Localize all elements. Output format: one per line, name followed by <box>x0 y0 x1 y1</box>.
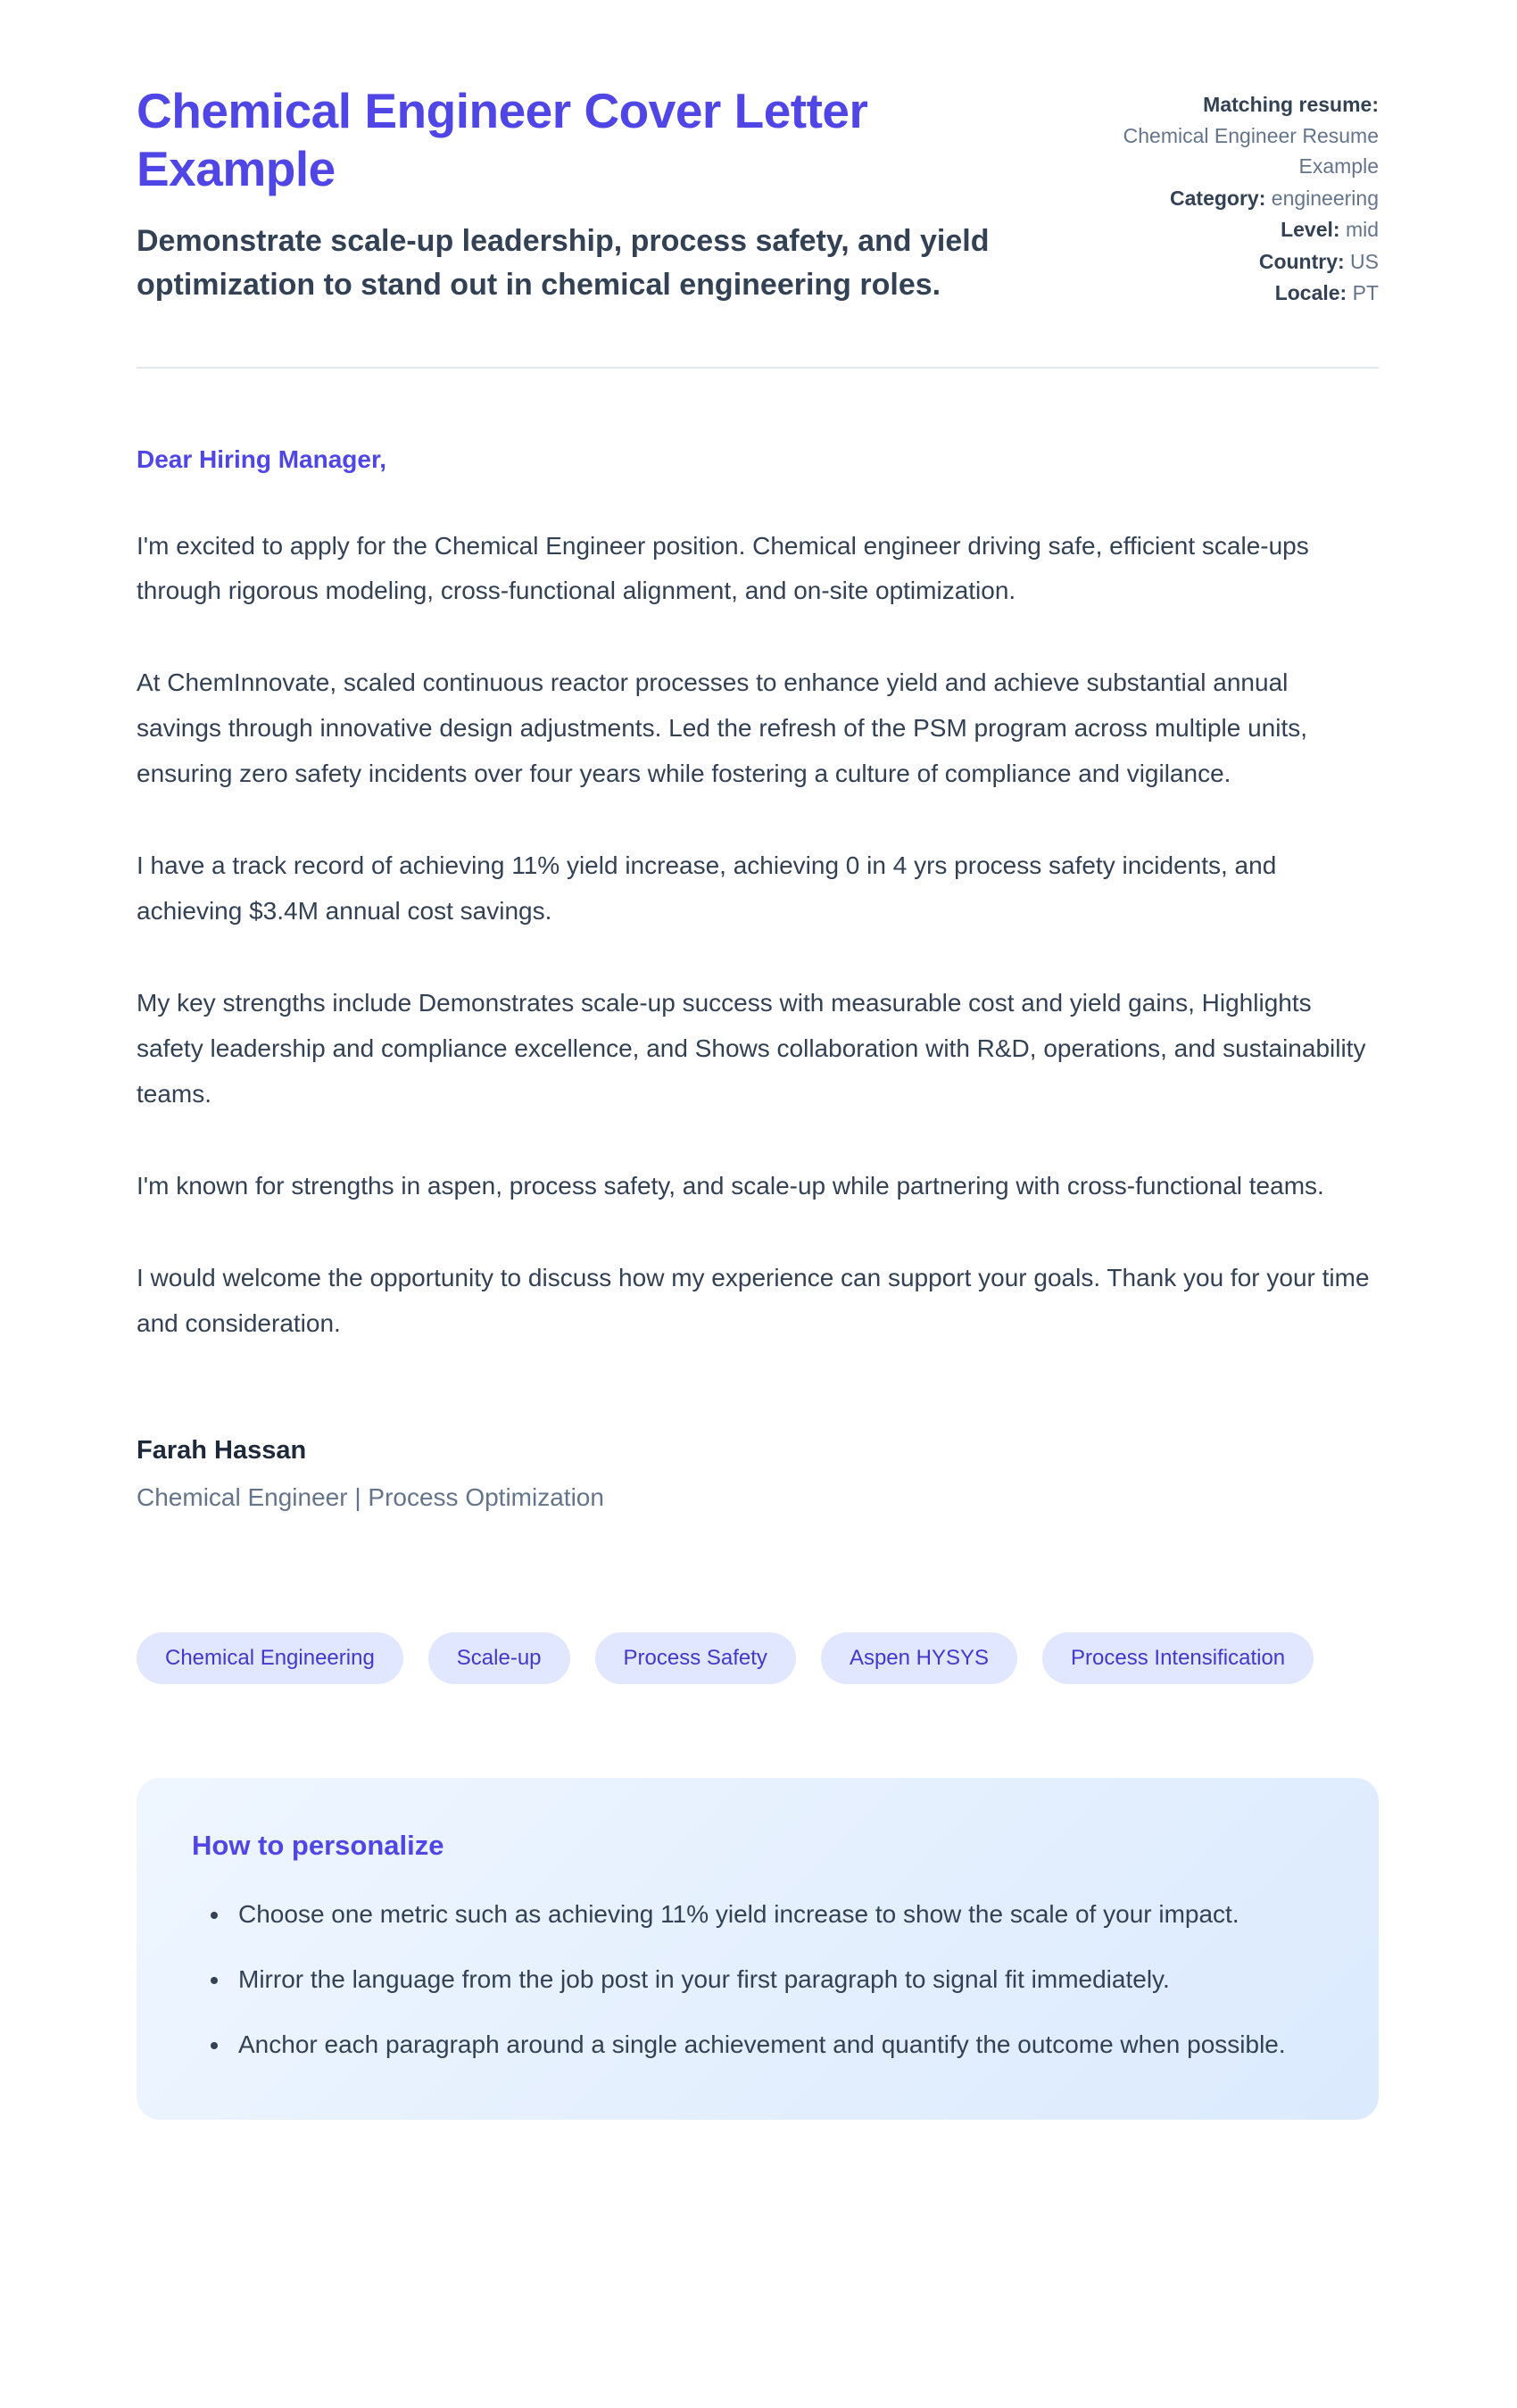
personalize-tip-list <box>192 1892 1323 2066</box>
tag-list <box>137 1632 1379 1684</box>
salutation: Dear Hiring Manager, <box>137 444 387 473</box>
matching-resume-label: Matching resume: <box>1203 93 1379 116</box>
letter-paragraph-6: I would welcome the opportunity to discuss how my experience can support your goals. Thank you for your time and consideration. <box>137 1263 1370 1337</box>
meta-row-locale <box>1084 278 1379 309</box>
tip-item-3: • Anchor each paragraph around a single achievement and quantify the outcome when possible. <box>231 2022 1323 2066</box>
letter-paragraph-5: I'm known for strengths in aspen, process safety, and scale-up while partnering with cross-functional teams. <box>137 1172 1324 1200</box>
level-label: Level: <box>1281 218 1340 241</box>
tip-item-1: • Choose one metric such as achieving 11% yield increase to show the scale of your impact. <box>231 1892 1323 1936</box>
category-label: Category: <box>1170 186 1266 210</box>
country-value: US <box>1350 249 1379 273</box>
letter-body <box>137 445 1379 1512</box>
country-label: Country: <box>1258 249 1345 273</box>
header-divider <box>137 367 1379 369</box>
level-value: mid <box>1345 218 1379 241</box>
resume-meta-panel <box>1084 82 1379 310</box>
tag-process-intensification[interactable]: Process Intensification <box>1042 1632 1314 1684</box>
tag-process-safety[interactable]: Process Safety <box>595 1632 796 1684</box>
page-subtitle: Demonstrate scale-up leadership, process safety, and yield optimization to stand out in chemical engineering roles. <box>137 223 990 303</box>
tag-aspen-hysys[interactable]: Aspen HYSYS <box>821 1632 1017 1684</box>
page-title: Chemical Engineer Cover Letter Example <box>137 83 868 196</box>
meta-row-level <box>1084 214 1379 245</box>
letter-paragraph-2: At ChemInnovate, scaled continuous reactor processes to enhance yield and achieve substantial annual savings through innovative design adjustments. Led the refresh of the PSM program across multiple units, ensuring zero safety incidents over four years while fostering a culture of compliance and vigilance. <box>137 668 1308 788</box>
locale-value: PT <box>1352 281 1379 304</box>
personalize-title: How to personalize <box>192 1829 444 1861</box>
tag-scale-up[interactable]: Scale-up <box>428 1632 570 1684</box>
category-value: engineering <box>1271 186 1379 210</box>
meta-row-category <box>1084 183 1379 214</box>
locale-label: Locale: <box>1274 281 1347 304</box>
meta-row-matching-resume <box>1084 89 1379 182</box>
page-header <box>137 82 1379 310</box>
letter-paragraph-4: My key strengths include Demonstrates scale-up success with measurable cost and yield gains, Highlights safety leadership and compliance excellence, and Shows collaboration with R&D, operations, and sustainability teams. <box>137 989 1366 1109</box>
personalize-box <box>137 1778 1379 2120</box>
letter-paragraph-1: I'm excited to apply for the Chemical Engineer position. Chemical engineer driving safe, efficient scale-ups through rigorous modeling, cross-functional alignment, and on-site optimization. <box>137 531 1309 605</box>
tip-item-2: • Mirror the language from the job post in your first paragraph to signal fit immediately. <box>231 1957 1323 2001</box>
signature-title: Chemical Engineer | Process Optimization <box>137 1482 604 1511</box>
matching-resume-value: Chemical Engineer Resume Example <box>1123 123 1379 178</box>
meta-row-country <box>1084 246 1379 278</box>
signature-name: Farah Hassan <box>137 1435 307 1465</box>
letter-paragraph-3: I have a track record of achieving 11% yield increase, achieving 0 in 4 yrs process safety incidents, and achieving $3.4M annual cost savings. <box>137 851 1277 926</box>
tag-chemical-engineering[interactable]: Chemical Engineering <box>137 1632 403 1684</box>
header-title-block <box>137 82 1049 307</box>
